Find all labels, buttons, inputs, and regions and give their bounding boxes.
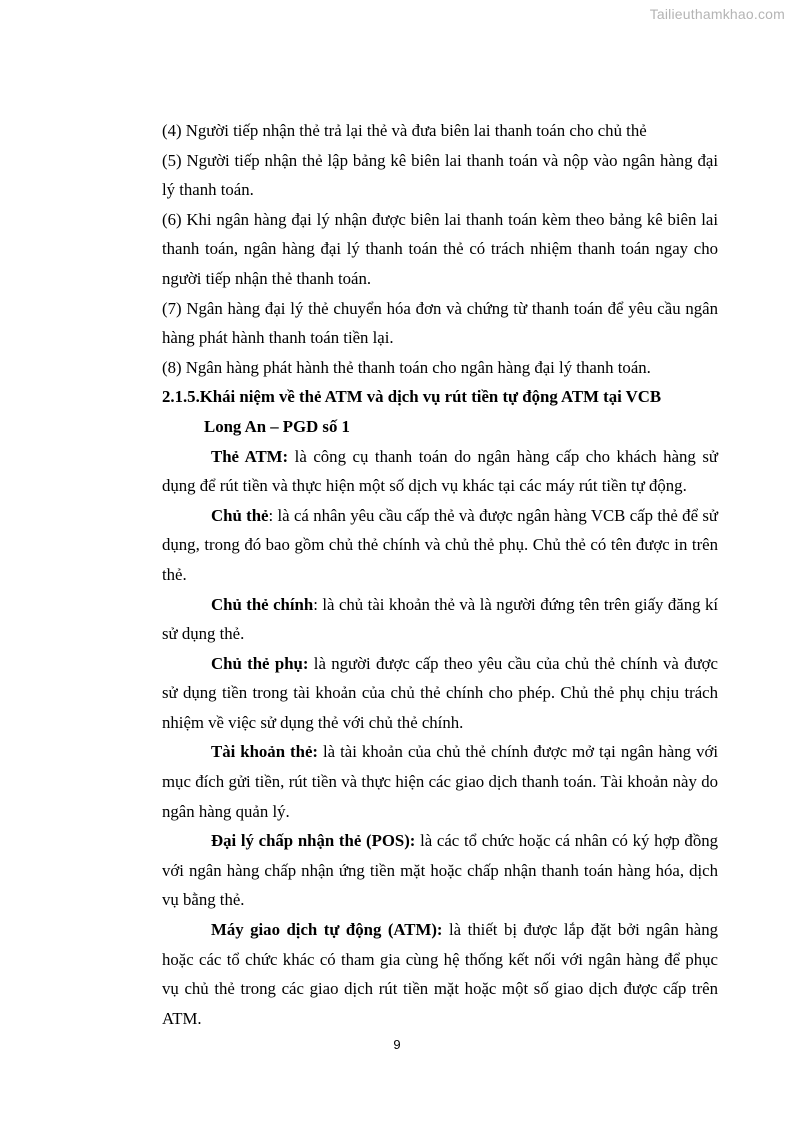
definition-text: là tài khoản của chủ thẻ chính được mở tại ngân hàng với mục đích gửi tiền, rút tiền và thực hiện các giao dịch thanh toán. Tài khoản này do ngân hàng quản lý. [162, 742, 719, 821]
definition-secondary-cardholder [162, 649, 718, 738]
definition-term: Chủ thẻ phụ: [211, 653, 309, 673]
section-heading: 2.1.5.Khái niệm về thẻ ATM và dịch vụ rút tiền tự động ATM tại VCB [162, 387, 662, 407]
list-item-4: (4) Người tiếp nhận thẻ trả lại thẻ và đưa biên lai thanh toán cho chủ thẻ [162, 121, 647, 140]
definition-term: Máy giao dịch tự động (ATM): [211, 920, 443, 940]
list-item-8: (8) Ngân hàng phát hành thẻ thanh toán cho ngân hàng đại lý thanh toán. [162, 357, 651, 377]
list-item-5: (5) Người tiếp nhận thẻ lập bảng kê biên lai thanh toán và nộp vào ngân hàng đại lý thanh toán. [162, 150, 718, 200]
definition-term: Chủ thẻ chính [211, 594, 314, 614]
document-body [162, 116, 718, 1033]
definition-text: là công cụ thanh toán do ngân hàng cấp cho khách hàng sử dụng để rút tiền và thực hiện một số dịch vụ khác tại các máy rút tiền tự động. [162, 446, 718, 496]
definition-term: Chủ thẻ [211, 505, 269, 525]
definition-term: Đại lý chấp nhận thẻ (POS): [211, 831, 416, 851]
definition-primary-cardholder [162, 590, 718, 649]
definition-text: là người được cấp theo yêu cầu của chủ thẻ chính và được sử dụng tiền trong tài khoản của chủ thẻ chính cho phép. Chủ thẻ phụ chịu trách nhiệm về việc sử dụng thẻ với chủ thẻ chính. [162, 653, 718, 732]
list-item-7: (7) Ngân hàng đại lý thẻ chuyển hóa đơn và chứng từ thanh toán để yêu cầu ngân hàng phát hành thanh toán tiền lại. [162, 298, 718, 348]
section-heading-continuation: Long An – PGD số 1 [204, 416, 350, 436]
definition-text: là các tổ chức hoặc cá nhân có ký hợp đồng với ngân hàng chấp nhận ứng tiền mặt hoặc chấp nhận thanh toán hàng hóa, dịch vụ bằng thẻ. [162, 831, 718, 910]
definition-text: : là cá nhân yêu cầu cấp thẻ và được ngân hàng VCB cấp thẻ để sử dụng, trong đó bao gồm chủ thẻ chính và chủ thẻ phụ. Chủ thẻ có tên được in trên thẻ. [162, 505, 718, 584]
definition-pos-agent [162, 826, 718, 915]
definition-cardholder [162, 501, 718, 590]
watermark-text: Tailieuthamkhao.com [649, 6, 785, 22]
definition-atm-card [162, 442, 718, 501]
definition-atm-machine [162, 915, 718, 1033]
definition-text: là thiết bị được lắp đặt bởi ngân hàng hoặc các tổ chức khác có tham gia cùng hệ thống kết nối với ngân hàng để phục vụ chủ thẻ trong các giao dịch rút tiền mặt hoặc một số giao dịch được cấp trên ATM. [162, 920, 718, 1028]
page-number: 9 [393, 1037, 401, 1052]
definition-term: Thẻ ATM: [211, 446, 289, 466]
definition-term: Tài khoản thẻ: [211, 742, 319, 762]
definition-text: : là chủ tài khoản thẻ và là người đứng tên trên giấy đăng kí sử dụng thẻ. [162, 594, 719, 644]
definition-card-account [162, 737, 718, 826]
list-item-6: (6) Khi ngân hàng đại lý nhận được biên lai thanh toán kèm theo bảng kê biên lai thanh toán, ngân hàng đại lý thanh toán thẻ có trách nhiệm thanh toán ngay cho người tiếp nhận thẻ thanh toán. [162, 209, 718, 288]
